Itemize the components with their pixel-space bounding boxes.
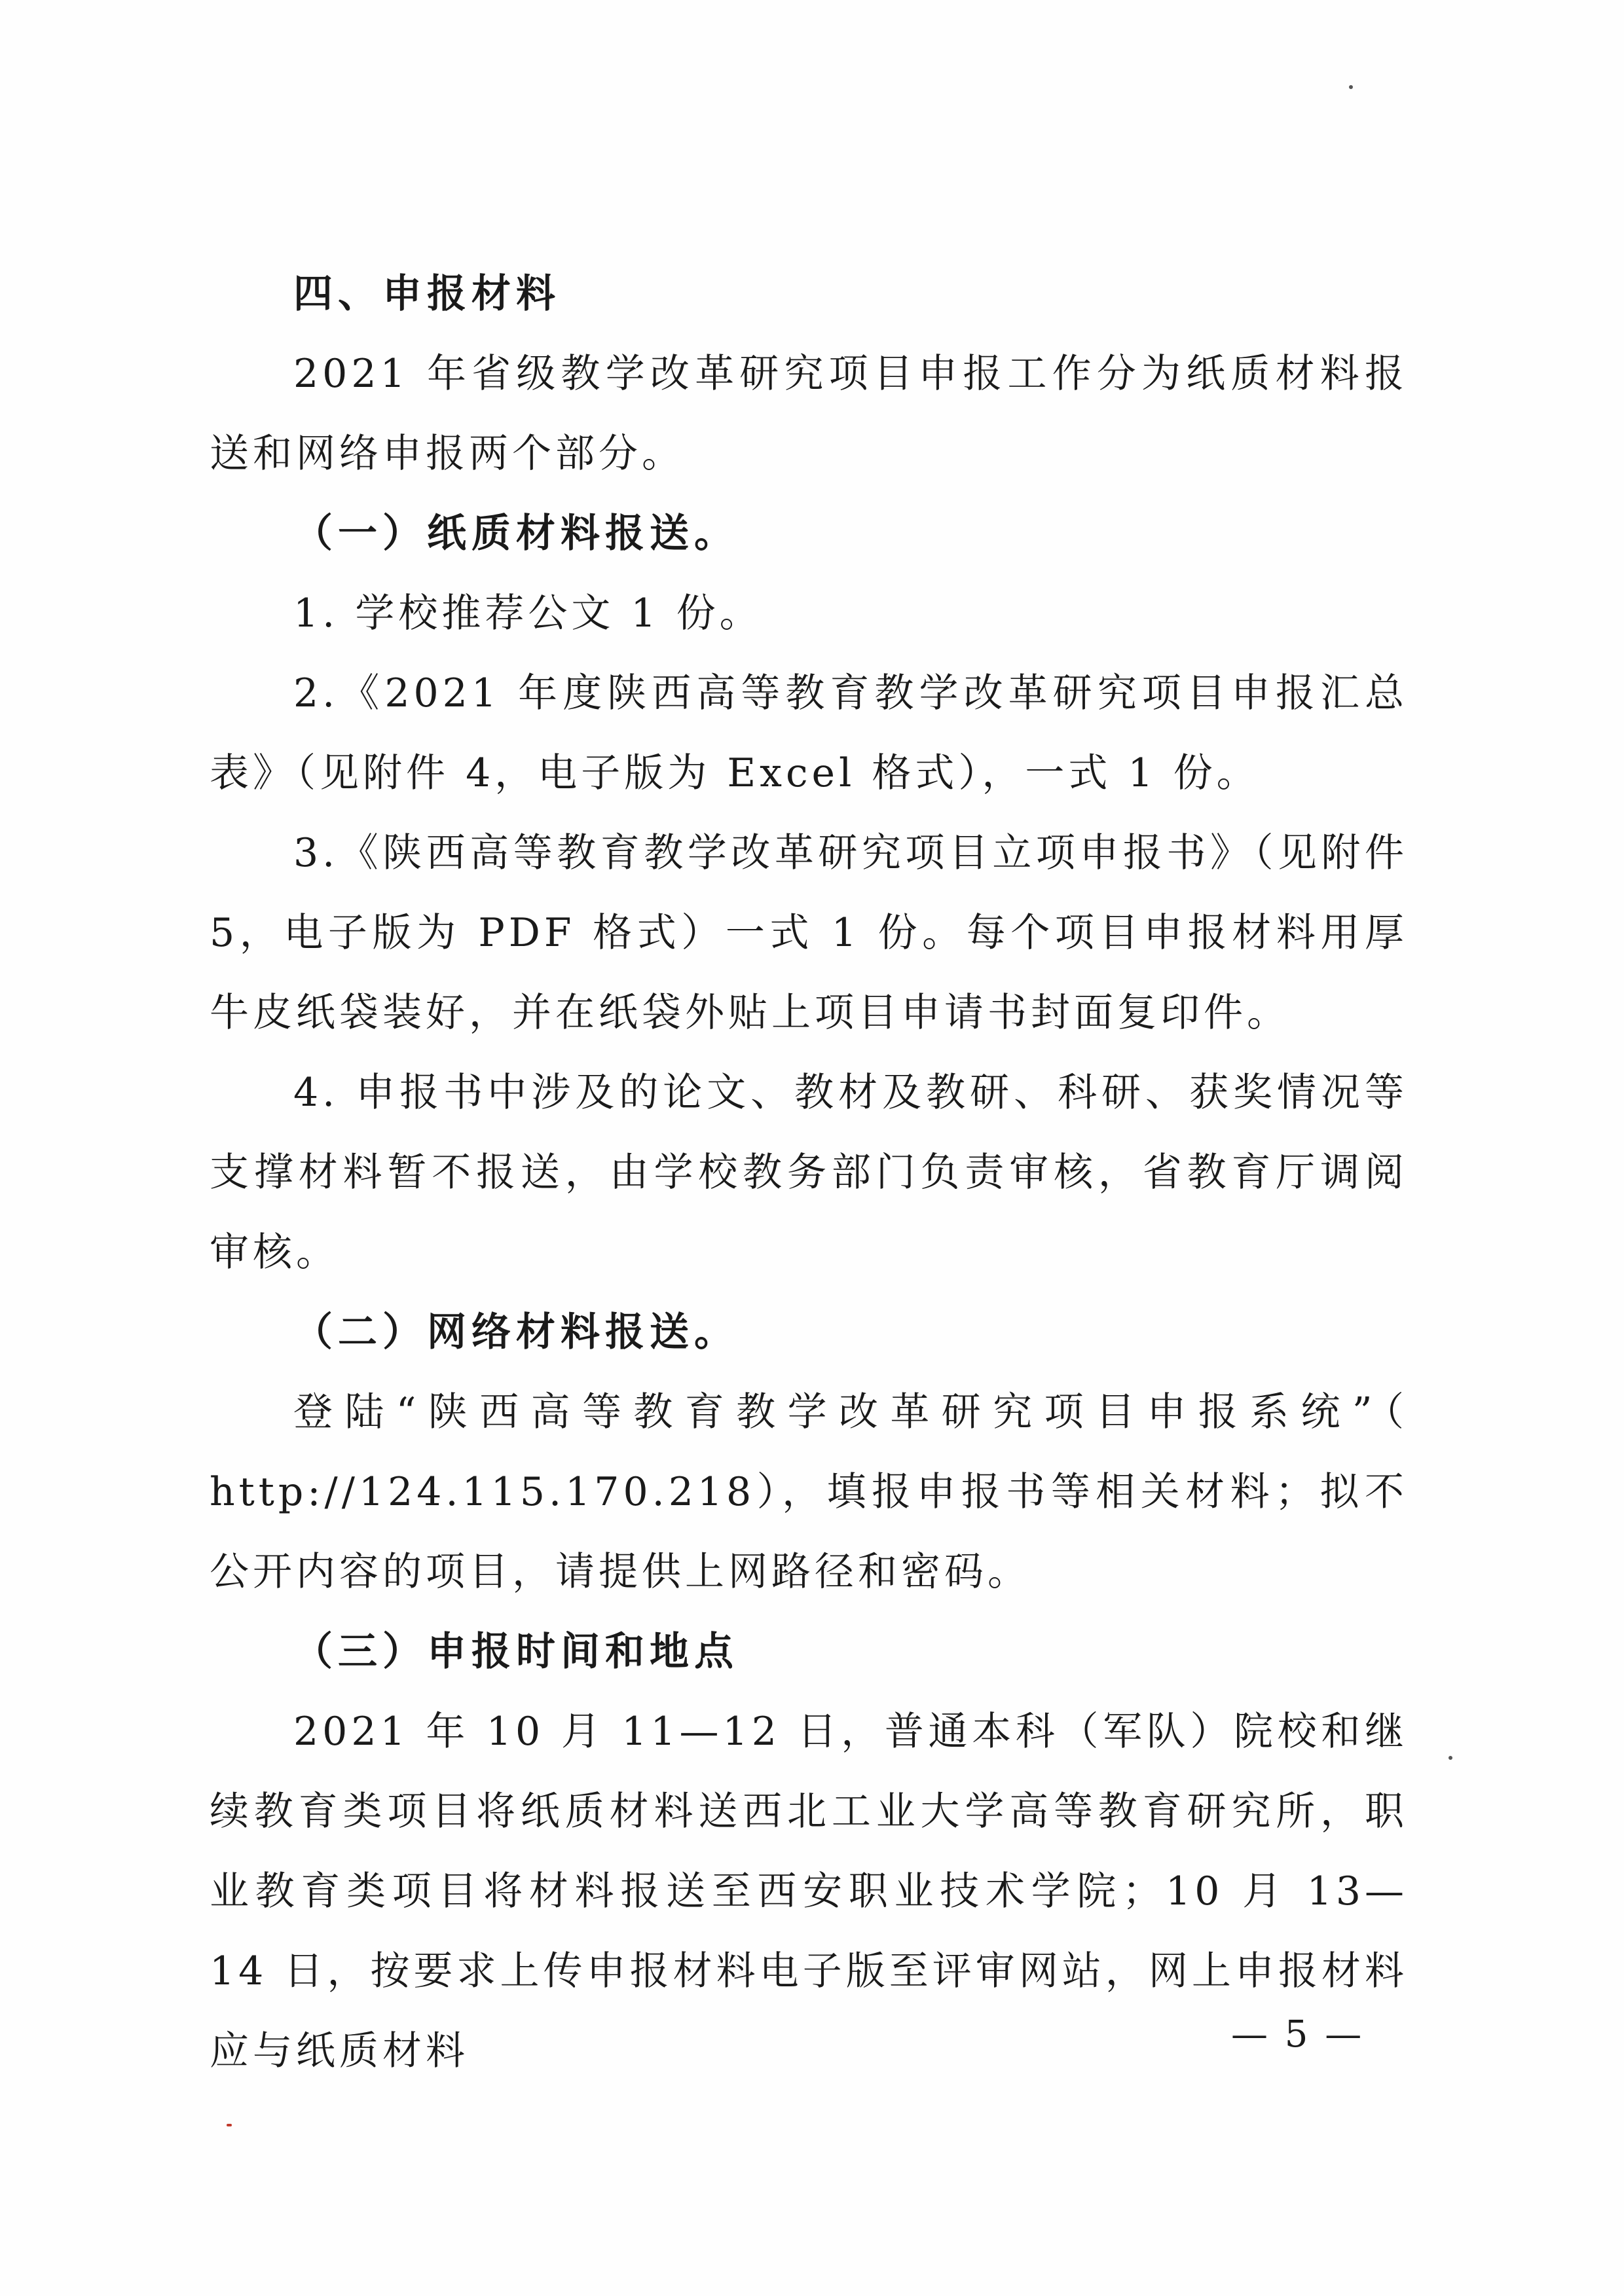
section-heading: 四、申报材料 — [293, 271, 561, 317]
list-item-supporting-materials: 4. 申报书中涉及的论文、教材及教研、科研、获奖情况等支撑材料暂不报送，由学校教务部门负责审核，省教育厅调阅审核。 — [210, 1070, 1408, 1275]
list-item-summary-table: 2.《2021 年度陕西高等教育教学改革研究项目申报汇总表》（见附件 4，电子版为 Excel 格式），一式 1 份。 — [210, 670, 1408, 796]
scan-speck — [1349, 85, 1353, 89]
subsection-heading-online: （二）网络材料报送。 — [293, 1309, 739, 1355]
subsection-heading-paper: （一）纸质材料报送。 — [293, 511, 739, 556]
scan-speck — [227, 2124, 232, 2126]
subsection-heading-schedule: （三）申报时间和地点 — [293, 1629, 739, 1675]
scan-speck — [1449, 1756, 1452, 1760]
list-item-official-letter: 1. 学校推荐公文 1 份。 — [293, 591, 763, 636]
list-item-application-form: 3.《陕西高等教育教学改革研究项目立项申报书》（见附件 5，电子版为 PDF 格式）一式 1 份。每个项目申报材料用厚牛皮纸袋装好，并在纸袋外贴上项目申请书封面复印件。 — [210, 830, 1408, 1036]
online-submission-paragraph: 登陆“陕西高等教育教学改革研究项目申报系统”（ http://124.115.170.218），填报申报书等相关材料；拟不公开内容的项目，请提供上网路径和密码。 — [210, 1389, 1408, 1595]
document-body — [210, 254, 1408, 2091]
intro-paragraph: 2021 年省级教学改革研究项目申报工作分为纸质材料报送和网络申报两个部分。 — [210, 351, 1408, 477]
page-number: — 5 — — [1231, 2013, 1365, 2056]
schedule-paragraph: 2021 年 10 月 11—12 日，普通本科（军队）院校和继续教育类项目将纸质材料送西北工业大学高等教育研究所，职业教育类项目将材料报送至西安职业技术学院；10 月 13—14 日，按要求上传申报材料电子版至评审网站，网上申报材料应与纸质材料 — [210, 1709, 1408, 2074]
